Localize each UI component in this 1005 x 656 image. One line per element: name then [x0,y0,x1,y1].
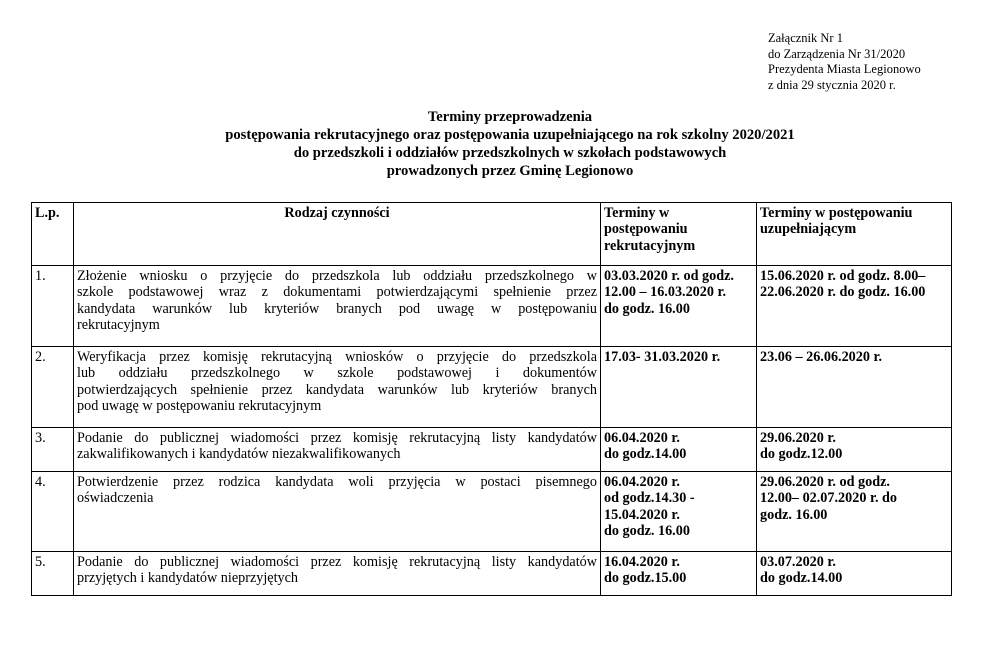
date-line: 16.04.2020 r. [604,554,680,570]
row-recruitment-date [601,428,757,472]
row-supplementary-date [757,266,952,347]
date-line: 15.04.2020 r. [604,506,680,523]
row-activity [74,552,601,596]
activity-line: Podanie do publicznej wiadomości przez komisję rekrutacyjną listy kandydatów [77,554,597,570]
activity-line: szkole podstawowej wraz z dokumentami potwierdzającymi spełnienie przez [77,284,597,301]
table-row [32,472,952,552]
date-line: do godz.14.00 [760,570,843,587]
activity-line: potwierdzających spełnienie przez kandydata warunków lub kryteriów branych [77,381,597,398]
activity-line: oświadczenia [77,490,154,507]
date-line: 29.06.2020 r. od godz. [760,474,890,490]
header-supplementary-line: Terminy w postępowaniu [760,205,913,221]
annex-line-2: do Zarządzenia Nr 31/2020 [768,46,906,61]
date-line: 15.06.2020 r. od godz. 8.00– [760,268,926,284]
table-row [32,266,952,347]
title-line-1: Terminy przeprowadzenia [427,109,593,125]
title-line-2: postępowania rekrutacyjnego oraz postępowania uzupełniającego na rok szkolny 2020/2021 [225,127,795,143]
header-row [32,203,952,266]
title-line-3: do przedszkoli i oddziałów przedszkolnych w szkołach podstawowych [293,145,727,161]
activity-line: zakwalifikowanych i kandydatów niezakwalifikowanych [77,446,401,463]
date-line: godz. 16.00 [760,506,828,523]
date-line: do godz.14.00 [604,446,687,463]
row-lp: 1. [32,266,74,347]
header-recruitment [601,203,757,266]
header-supplementary [757,203,952,266]
activity-line: Złożenie wniosku o przyjęcie do przedszkola lub oddziału przedszkolnego w [77,268,597,284]
row-supplementary-date [757,428,952,472]
date-line: 03.03.2020 r. od godz. [604,268,734,284]
document-title [150,108,870,180]
row-recruitment-date [601,472,757,552]
row-lp: 4. [32,472,74,552]
date-line: 03.07.2020 r. [760,554,836,570]
activity-line: Weryfikacja przez komisję rekrutacyjną wniosków o przyjęcie do przedszkola [77,349,597,365]
activity-line: pod uwagę w postępowaniu rekrutacyjnym [77,398,322,415]
annex-line-4: z dnia 29 stycznia 2020 r. [768,77,896,92]
date-line: 12.00 – 16.03.2020 r. [604,284,727,301]
activity-line: lub oddziału przedszkolnego w szkole podstawowej i dokumentów [77,365,597,382]
header-lp: L.p. [32,203,74,266]
title-line-4: prowadzonych przez Gminę Legionowo [386,163,634,179]
header-recruitment-line: rekrutacyjnym [604,237,696,254]
annex-note [768,31,921,93]
header-recruitment-line: postępowaniu [604,221,688,238]
table-row [32,428,952,472]
header-recruitment-line: Terminy w [604,205,670,221]
table-row [32,552,952,596]
activity-line: Potwierdzenie przez rodzica kandydata woli przyjęcia w postaci pisemnego [77,474,597,490]
row-lp: 2. [32,347,74,428]
header-activity: Rodzaj czynności [74,203,601,266]
row-supplementary-date [757,552,952,596]
row-supplementary-date [757,347,952,428]
date-line: 29.06.2020 r. [760,430,836,446]
date-line: do godz. 16.00 [604,523,690,540]
row-activity [74,472,601,552]
activity-line: przyjętych i kandydatów nieprzyjętych [77,570,299,587]
row-lp: 3. [32,428,74,472]
header-supplementary-line: uzupełniającym [760,221,857,238]
row-recruitment-date [601,347,757,428]
date-line: do godz.12.00 [760,446,843,463]
date-line: do godz. 16.00 [604,300,690,317]
date-line: do godz.15.00 [604,570,687,587]
schedule-table [31,202,952,596]
row-lp: 5. [32,552,74,596]
date-line: od godz.14.30 - [604,490,695,507]
date-line: 22.06.2020 r. do godz. 16.00 [760,284,926,301]
date-line: 17.03- 31.03.2020 r. [604,349,721,365]
date-line: 06.04.2020 r. [604,430,680,446]
activity-line: kandydata warunków lub kryteriów branych pod uwagę w postępowaniu [77,300,597,317]
date-line: 06.04.2020 r. [604,474,680,490]
row-activity [74,428,601,472]
row-activity [74,347,601,428]
row-recruitment-date [601,552,757,596]
table-row [32,347,952,428]
annex-line-3: Prezydenta Miasta Legionowo [768,62,921,76]
date-line: 12.00– 02.07.2020 r. do [760,490,898,507]
row-activity [74,266,601,347]
activity-line: Podanie do publicznej wiadomości przez komisję rekrutacyjną listy kandydatów [77,430,597,446]
annex-line-1: Załącznik Nr 1 [768,31,843,45]
row-supplementary-date [757,472,952,552]
activity-line: rekrutacyjnym [77,317,160,334]
row-recruitment-date [601,266,757,347]
date-line: 23.06 – 26.06.2020 r. [760,349,883,365]
